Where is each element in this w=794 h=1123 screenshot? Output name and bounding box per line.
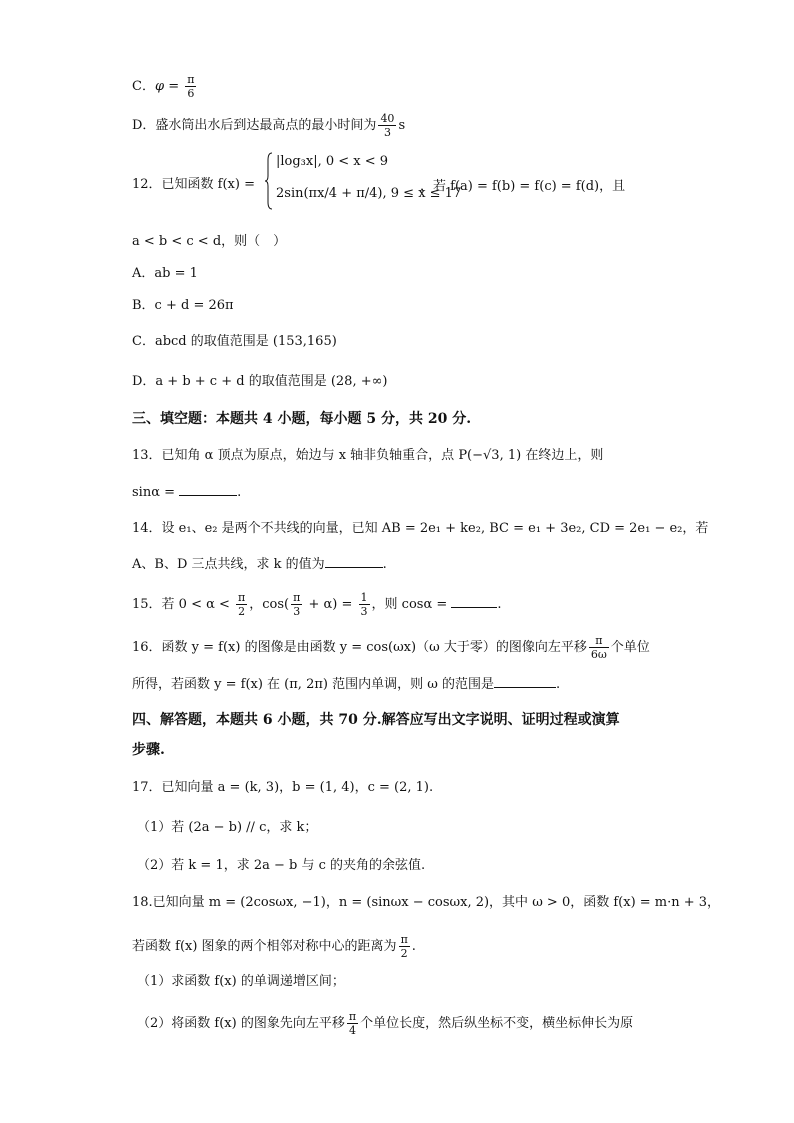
q12-option-b: B．c + d = 26π: [132, 298, 234, 313]
answer-blank[interactable]: [325, 555, 383, 568]
q11-option-c: C．φ = $\frac{\pi}{6}$: [132, 73, 195, 100]
q17-part-2: （2）若 k = 1，求 2a − b 与 c 的夹角的余弦值.: [137, 858, 426, 873]
fraction: $\frac{\pi}{6}$: [187, 73, 195, 100]
q17-part-1: （1）若 (2a − b) // c，求 k；: [137, 820, 318, 835]
q11-option-d: D．盛水筒出水后到达最高点的最小时间为 $\frac{40}{3}$ s: [132, 112, 406, 139]
q14-line-1: 14．设 e₁、e₂ 是两个不共线的向量，已知 AB = 2e₁ + ke₂, BC = e₁ + 3e₂, CD = 2e₁ − e₂，若: [132, 521, 709, 536]
q13-line-1: 13．已知角 α 顶点为原点，始边与 x 轴非负轴重合，点 P(−√3, 1) 在终边上，则: [132, 448, 604, 463]
brace-icon: [265, 152, 273, 210]
q16-line-1: 16．函数 y = f(x) 的图像是由函数 y = cos(ωx)（ω 大于零）的图像向左平移 $\frac{\pi}{6\omega}$ 个单位: [132, 634, 650, 661]
q16-line-2: 所得，若函数 y = f(x) 在 (π, 2π) 范围内单调，则 ω 的范围是 .: [132, 677, 561, 692]
q17-stem: 17．已知向量 a = (k, 3)，b = (1, 4)，c = (2, 1).: [132, 780, 434, 795]
q12-piece-2: 2sin(πx/4 + π/4), 9 ≤ x ≤ 17: [276, 186, 462, 201]
fraction: $\frac{\pi}{3}$: [293, 591, 301, 618]
q12-piece-1: |log₃x|, 0 < x < 9: [276, 154, 389, 169]
q14-line-2: A、B、D 三点共线，求 k 的值为 .: [132, 557, 387, 572]
fraction: $\frac{40}{3}$: [380, 112, 395, 139]
answer-blank[interactable]: [451, 595, 497, 608]
q12-option-c: C．abcd 的取值范围是 (153,165): [132, 334, 337, 349]
answer-blank[interactable]: [179, 483, 237, 496]
q12-stem-cont: a < b < c < d，则（ ）: [132, 234, 287, 249]
q12-option-a: A．ab = 1: [132, 266, 198, 281]
q18-part-1: （1）求函数 f(x) 的单调递增区间；: [137, 974, 345, 989]
answer-blank[interactable]: [494, 675, 556, 688]
fraction: $\frac{\pi}{4}$: [348, 1010, 357, 1037]
q12-stem: 12．已知函数 f(x) =: [132, 177, 255, 192]
section-4-heading-cont: 步骤.: [132, 742, 165, 758]
q12-option-d: D．a + b + c + d 的取值范围是 (28, +∞): [132, 374, 388, 389]
q18-stem-line-2: 若函数 f(x) 图象的两个相邻对称中心的距离为 $\frac{\pi}{2}$ .: [132, 933, 416, 960]
q15-line: 15．若 0 < α < $\frac{\pi}{2}$ ，cos( $\frac{\pi}{3}$ + α) = $\frac{1}{3}$ ，则 cosα = .: [132, 591, 502, 618]
fraction: $\frac{\pi}{2}$: [400, 933, 408, 960]
q13-line-2: sinα = .: [132, 485, 242, 500]
section-3-heading: 三、填空题：本题共 4 小题，每小题 5 分，共 20 分.: [132, 411, 472, 427]
section-4-heading: 四、解答题，本题共 6 小题，共 70 分.解答应写出文字说明、证明过程或演算: [132, 712, 620, 728]
fraction: $\frac{1}{3}$: [360, 591, 368, 618]
fraction: $\frac{\pi}{6\omega}$: [590, 634, 607, 661]
fraction: $\frac{\pi}{2}$: [238, 591, 246, 618]
q12-stem-tail: ，若 f(a) = f(b) = f(c) = f(d)，且: [420, 179, 626, 194]
q18-part-2: （2）将函数 f(x) 的图象先向左平移 $\frac{\pi}{4}$ 个单位长度，然后纵坐标不变，横坐标伸长为原: [137, 1010, 634, 1037]
q18-stem: 18.已知向量 m = (2cosωx, −1)，n = (sinωx − cosωx, 2)，其中 ω > 0，函数 f(x) = m·n + 3，: [132, 895, 721, 910]
